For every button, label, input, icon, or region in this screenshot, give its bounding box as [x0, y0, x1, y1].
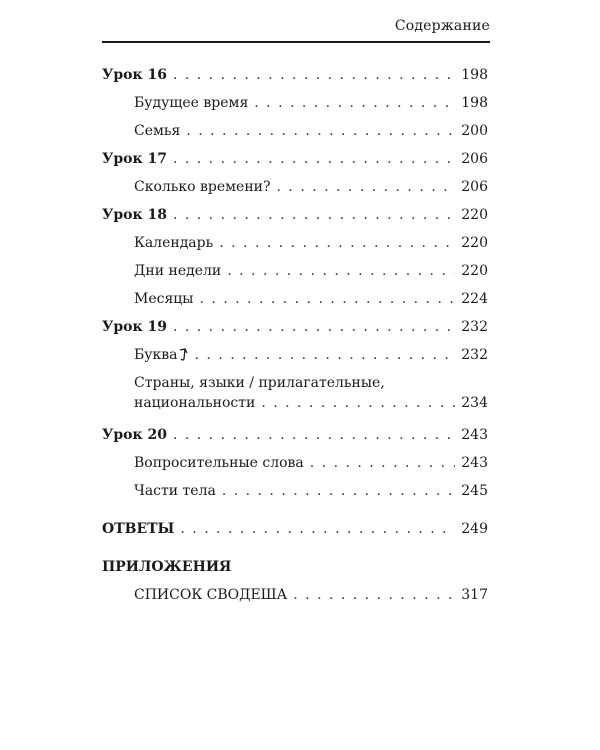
leader-dots	[199, 285, 455, 313]
toc-entry-months[interactable]	[102, 285, 488, 313]
running-head-title: Содержание	[394, 18, 490, 34]
toc-page-number: 206	[461, 179, 488, 195]
toc-entry-lesson-17[interactable]	[102, 145, 488, 173]
toc-page-number: 234	[461, 395, 488, 411]
leader-dots	[173, 61, 455, 89]
toc-page-number: 220	[461, 207, 488, 223]
toc-page-number: 206	[461, 151, 488, 167]
toc-entry-label: Урок 16	[102, 67, 167, 83]
leader-dots	[195, 341, 456, 369]
toc-entry-label: Урок 20	[102, 427, 167, 443]
toc-entry-label: ОТВЕТЫ	[102, 521, 175, 537]
toc-entry-days-of-week[interactable]	[102, 257, 488, 285]
leader-dots	[219, 229, 455, 257]
toc-entry-family[interactable]	[102, 117, 488, 145]
leader-dots	[173, 145, 455, 173]
toc-page-number: 220	[461, 263, 488, 279]
toc-page-number: 317	[461, 587, 488, 603]
leader-dots	[227, 257, 455, 285]
toc-entry-calendar[interactable]	[102, 229, 488, 257]
toc-page-number: 224	[461, 291, 488, 307]
toc-page-number: 198	[461, 67, 488, 83]
toc-heading-label: ПРИЛОЖЕНИЯ	[102, 559, 232, 575]
toc-entry-letter[interactable]	[102, 341, 488, 369]
toc-page-number: 245	[461, 483, 488, 499]
toc-heading-appendices	[102, 553, 488, 581]
toc-entry-lesson-20[interactable]	[102, 421, 488, 449]
toc-page-number: 243	[461, 455, 488, 471]
table-of-contents	[102, 61, 488, 611]
toc-page-number: 198	[461, 95, 488, 111]
toc-entry-what-time[interactable]	[102, 173, 488, 201]
toc-entry-lesson-18[interactable]	[102, 201, 488, 229]
toc-entry-label: СПИСОК СВОДЕША	[134, 587, 288, 603]
toc-page-number: 220	[461, 235, 488, 251]
toc-page-number: 232	[461, 347, 488, 363]
toc-entry-future-tense[interactable]	[102, 89, 488, 117]
leader-dots	[222, 477, 455, 505]
toc-entry-body-parts[interactable]	[102, 477, 488, 505]
toc-page-number: 232	[461, 319, 488, 335]
toc-entry-label: Месяцы	[134, 291, 194, 307]
toc-entry-label: Буква	[134, 341, 189, 369]
leader-dots	[261, 393, 455, 413]
leader-dots	[310, 449, 456, 477]
toc-entry-label: Дни недели	[134, 263, 222, 279]
toc-entry-countries-languages[interactable]	[102, 369, 488, 421]
leader-dots	[173, 313, 455, 341]
toc-entry-lesson-16[interactable]	[102, 61, 488, 89]
toc-entry-label: Урок 19	[102, 319, 167, 335]
toc-entry-swadesh-list[interactable]	[102, 581, 488, 611]
leader-dots	[254, 89, 455, 117]
toc-entry-label-line1: Страны, языки / прилагательные,	[134, 375, 385, 391]
leader-dots	[173, 421, 455, 449]
toc-entry-label: Вопросительные слова	[134, 455, 304, 471]
toc-entry-label: Будущее время	[134, 95, 249, 111]
toc-entry-lesson-19[interactable]	[102, 313, 488, 341]
toc-entry-label-line2: национальности	[134, 395, 256, 411]
leader-dots	[173, 201, 455, 229]
header-rule	[102, 41, 490, 43]
toc-entry-question-words[interactable]	[102, 449, 488, 477]
letter-glyph-icon	[179, 347, 189, 361]
toc-page-number: 200	[461, 123, 488, 139]
toc-entry-label: Урок 17	[102, 151, 167, 167]
toc-page-number: 243	[461, 427, 488, 443]
toc-entry-label: Урок 18	[102, 207, 167, 223]
toc-entry-label: Семья	[134, 123, 181, 139]
leader-dots	[180, 515, 455, 543]
toc-entry-answers[interactable]	[102, 515, 488, 543]
leader-dots	[293, 581, 455, 609]
leader-dots	[186, 117, 455, 145]
toc-page-number: 249	[461, 521, 488, 537]
leader-dots	[277, 173, 456, 201]
toc-entry-label: Сколько времени?	[134, 179, 271, 195]
toc-entry-label: Части тела	[134, 483, 216, 499]
toc-entry-label: Календарь	[134, 235, 214, 251]
